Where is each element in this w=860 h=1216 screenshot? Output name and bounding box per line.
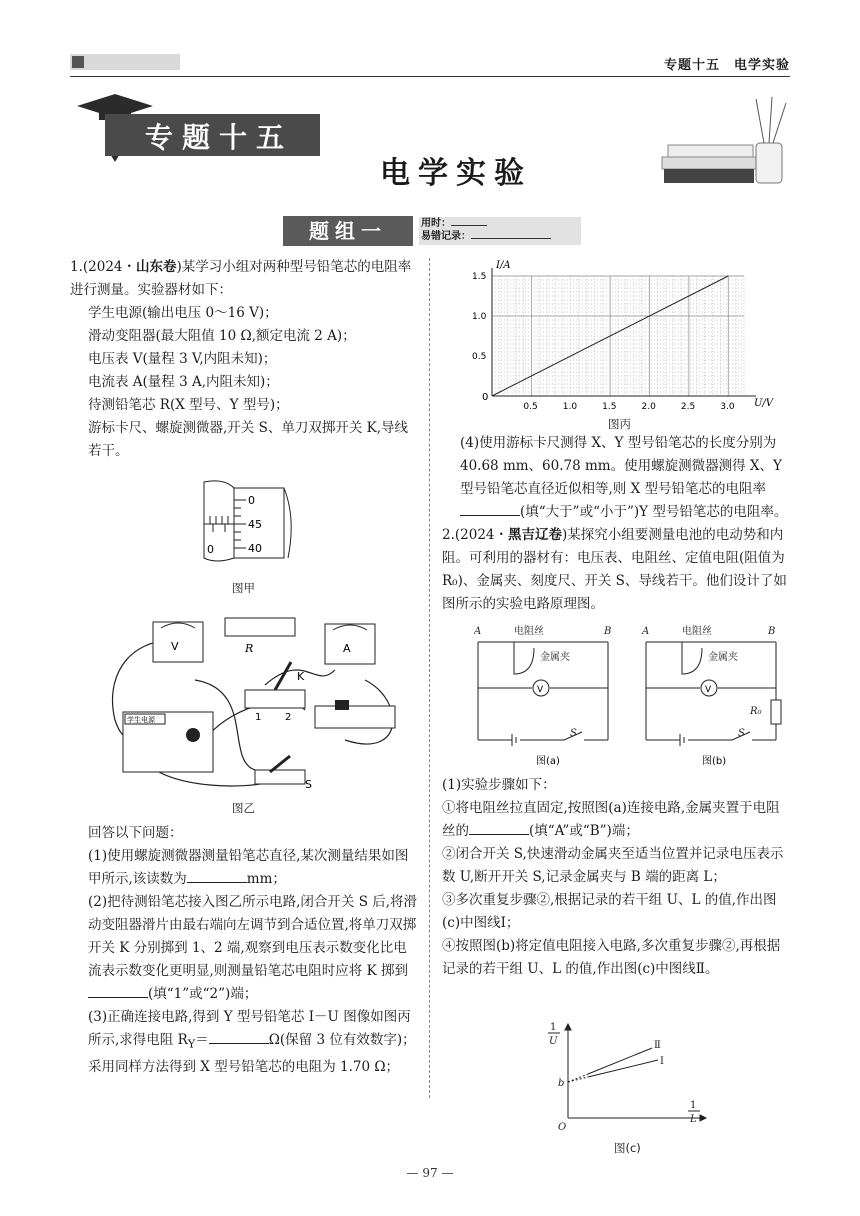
q1-part1-unit: mm； bbox=[246, 871, 286, 887]
fig-b-voltmeter-label: V bbox=[705, 685, 712, 695]
time-blank[interactable] bbox=[451, 225, 487, 226]
micrometer-tick-label: 0 bbox=[248, 494, 255, 507]
fig-c-intercept-b: b bbox=[558, 1078, 565, 1089]
q1-source: 山东卷 bbox=[136, 259, 177, 275]
q1-part3: (3)正确连接电路,得到 Y 型号铅笔芯 I－U 图像如图丙所示,求得电阻 R bbox=[88, 1009, 411, 1048]
q1-intro: 回答以下问题： bbox=[88, 825, 183, 841]
x-tick-label: 1.5 bbox=[602, 402, 617, 412]
q2-src-pre: (2024・ bbox=[454, 527, 509, 543]
fig-c-x-num: 1 bbox=[690, 1100, 697, 1111]
q1-part4: (4)使用游标卡尺测得 X、Y 型号铅笔芯的长度分别为 40.68 mm、60.78 mm。使用螺旋测微器测得 X、Y 型号铅笔芯直径近似相等,则 X 型号铅笔芯的电阻率 bbox=[460, 435, 782, 497]
q1-item: 待测铅笔芯 R(X 型号、Y 型号)； bbox=[88, 397, 289, 413]
header-title: 专题十五 电学实验 bbox=[663, 58, 790, 73]
fig-b-point-b: B bbox=[768, 626, 776, 637]
fig-a-caption: 图(a) bbox=[536, 756, 560, 767]
fig-b-caption: 图(b) bbox=[702, 756, 727, 767]
fig-c-y-den: U bbox=[549, 1036, 558, 1047]
x-tick-label: 2.0 bbox=[641, 402, 656, 412]
q2-step2: ②闭合开关 S,快速滑动金属夹至适当位置并记录电压表示数 U,断开开关 S,记录金属夹与 B 端的距离 L； bbox=[442, 846, 784, 885]
q2-step4: ④按照图(b)将定值电阻接入电路,多次重复步骤②,再根据记录的若干组 U、L 的值,作出图(c)中图线Ⅱ。 bbox=[442, 938, 781, 977]
fig-a-point-b: B bbox=[604, 626, 612, 637]
circuit-figure-b bbox=[105, 610, 415, 800]
iu-chart bbox=[468, 256, 786, 416]
fig-a-caption: 图甲 bbox=[232, 581, 255, 595]
error-blank[interactable] bbox=[471, 238, 551, 239]
resistor-label: R bbox=[245, 642, 254, 655]
q2-number: 2. bbox=[442, 527, 455, 543]
topic-banner bbox=[75, 92, 325, 167]
question-1-part4 bbox=[442, 432, 792, 616]
banner-label: 专题十五 bbox=[145, 121, 294, 154]
question-1-intro bbox=[70, 256, 420, 463]
q1-part2-blank[interactable] bbox=[88, 983, 148, 998]
voltmeter-label: V bbox=[171, 640, 179, 653]
page-title: 电学实验 bbox=[380, 156, 532, 191]
q1-item: 学生电源(输出电压 0～16 V)； bbox=[88, 305, 278, 321]
switch-k-label: K bbox=[297, 670, 305, 683]
q1-part3-sub: Y bbox=[187, 1037, 196, 1051]
x-tick-label: 1.0 bbox=[562, 402, 578, 412]
micrometer-figure bbox=[196, 478, 306, 568]
error-label: 易错记录： bbox=[421, 231, 471, 242]
fig-a-point-a: A bbox=[474, 626, 482, 637]
switch-s-label: S bbox=[305, 778, 312, 791]
q2-stem: )某探究小组要测量电池的电动势和内阻。可利用的器材有：电压表、电阻丝、定值电阻(阻值为 R₀)、金属夹、刻度尺、开关 S、导线若干。他们设计了如图所示的实验电路原理图。 bbox=[442, 527, 787, 612]
fig-c-line-1-label: Ⅰ bbox=[660, 1056, 664, 1067]
fig-a-wire-label: 电阻丝 bbox=[514, 626, 544, 637]
fig-c-caption: 图丙 bbox=[608, 417, 631, 431]
q2-step1-blank[interactable] bbox=[469, 820, 529, 835]
fig-c-x-den: L bbox=[690, 1114, 697, 1125]
q1-number: 1. bbox=[70, 259, 83, 275]
header-square-icon bbox=[72, 56, 84, 68]
time-label: 用时： bbox=[421, 218, 451, 229]
section-info bbox=[419, 217, 581, 245]
q1-part4-tail: (填“大于”或“小于”)Y 型号铅笔芯的电阻率。 bbox=[520, 504, 788, 520]
q1-part4-blank[interactable] bbox=[460, 501, 520, 516]
q1-item: 电流表 A(量程 3 A,内阻未知)； bbox=[88, 374, 279, 390]
micrometer-zero-label: 0 bbox=[207, 543, 214, 556]
fig-b-point-a: A bbox=[642, 626, 650, 637]
chart-origin: 0 bbox=[482, 392, 489, 403]
question-2-steps bbox=[442, 774, 792, 981]
page-header bbox=[70, 52, 790, 74]
column-divider bbox=[429, 258, 430, 1098]
section-label: 题组一 bbox=[283, 216, 413, 246]
power-supply-label: 学生电源 bbox=[127, 716, 155, 724]
fig-b-switch-label: S bbox=[738, 728, 745, 739]
circuit-figures-ab bbox=[474, 624, 794, 774]
fig-c-line-2-label: Ⅱ bbox=[654, 1040, 661, 1051]
figure-c-graph bbox=[540, 1022, 720, 1132]
micrometer-tick-label: 45 bbox=[248, 518, 262, 531]
switch-k-terminal-2: 2 bbox=[285, 712, 292, 723]
q1-src-pre: (2024・ bbox=[82, 259, 137, 275]
q1-stem: )某学习小组对两种型号铅笔芯的电阻率进行测量。实验器材如下： bbox=[70, 259, 412, 298]
y-tick-label: 1.5 bbox=[472, 272, 487, 282]
fig-c-origin: O bbox=[558, 1122, 567, 1132]
q1-item: 游标卡尺、螺旋测微器,开关 S、单刀双掷开关 K,导线若干。 bbox=[88, 420, 408, 459]
section-header bbox=[283, 216, 578, 246]
q1-part1: (1)使用螺旋测微器测量铅笔芯直径,某次测量结果如图甲所示,该读数为 bbox=[88, 848, 409, 887]
q2-source: 黑吉辽卷 bbox=[508, 527, 563, 543]
x-tick-label: 3.0 bbox=[720, 402, 735, 412]
question-1-parts bbox=[70, 822, 420, 1079]
fig-c2-caption: 图(c) bbox=[614, 1141, 641, 1155]
x-tick-label: 2.5 bbox=[680, 402, 696, 412]
q1-part3-blank[interactable] bbox=[209, 1029, 269, 1044]
q1-part1-blank[interactable] bbox=[187, 868, 247, 883]
fig-b-clip-label: 金属夹 bbox=[708, 652, 738, 663]
books-diffuser-illustration bbox=[660, 95, 790, 190]
q1-part3-eq: ＝ bbox=[195, 1032, 209, 1048]
micrometer-tick-label: 40 bbox=[248, 542, 262, 555]
q2-steps-title: (1)实验步骤如下： bbox=[442, 777, 556, 793]
fig-c-y-num: 1 bbox=[550, 1022, 557, 1033]
fig-b-r0-label: R₀ bbox=[750, 706, 762, 717]
q2-step1-tail: (填“A”或“B”)端； bbox=[529, 823, 639, 839]
switch-k-terminal-1: 1 bbox=[255, 712, 262, 723]
ammeter-label: A bbox=[343, 642, 351, 655]
fig-a-switch-label: S bbox=[570, 728, 577, 739]
q2-step1: ①将电阻丝拉直固定,按照图(a)连接电路,金属夹置于电阻丝的 bbox=[442, 800, 780, 839]
q1-part2-tail: (填“1”或“2”)端； bbox=[148, 986, 258, 1002]
y-tick-label: 0.5 bbox=[472, 352, 487, 362]
q1-part3-tail: Ω(保留 3 位有效数字)；采用同样方法得到 X 型号铅笔芯的电阻为 1.70 Ω； bbox=[88, 1032, 416, 1075]
chart-y-label: I/A bbox=[496, 260, 511, 271]
fig-b-caption: 图乙 bbox=[232, 801, 255, 815]
chart-grid bbox=[492, 276, 744, 396]
fig-a-clip-label: 金属夹 bbox=[540, 652, 570, 663]
q2-step3: ③多次重复步骤②,根据记录的若干组 U、L 的值,作出图(c)中图线Ⅰ； bbox=[442, 892, 777, 931]
header-tag bbox=[70, 54, 180, 70]
q1-item: 滑动变阻器(最大阻值 10 Ω,额定电流 2 A)； bbox=[88, 328, 356, 344]
fig-a-voltmeter-label: V bbox=[537, 685, 544, 695]
y-tick-label: 1.0 bbox=[472, 312, 487, 322]
page-number: — 97 — bbox=[406, 1166, 454, 1180]
fig-b-wire-label: 电阻丝 bbox=[682, 626, 712, 637]
chart-x-label: U/V bbox=[754, 398, 774, 409]
q1-item: 电压表 V(量程 3 V,内阻未知)； bbox=[88, 351, 277, 367]
header-divider bbox=[70, 76, 790, 77]
q1-equipment-list bbox=[70, 302, 420, 463]
x-tick-label: 0.5 bbox=[523, 402, 538, 412]
q1-part2: (2)把待测铅笔芯接入图乙所示电路,闭合开关 S 后,将滑动变阻器滑片由最右端向左调节到合适位置,将单刀双掷开关 K 分别掷到 1、2 端,观察到电压表示数变化比电流表示数变化更明显,则测量铅笔芯电阻时应将 K 掷到 bbox=[88, 894, 418, 979]
